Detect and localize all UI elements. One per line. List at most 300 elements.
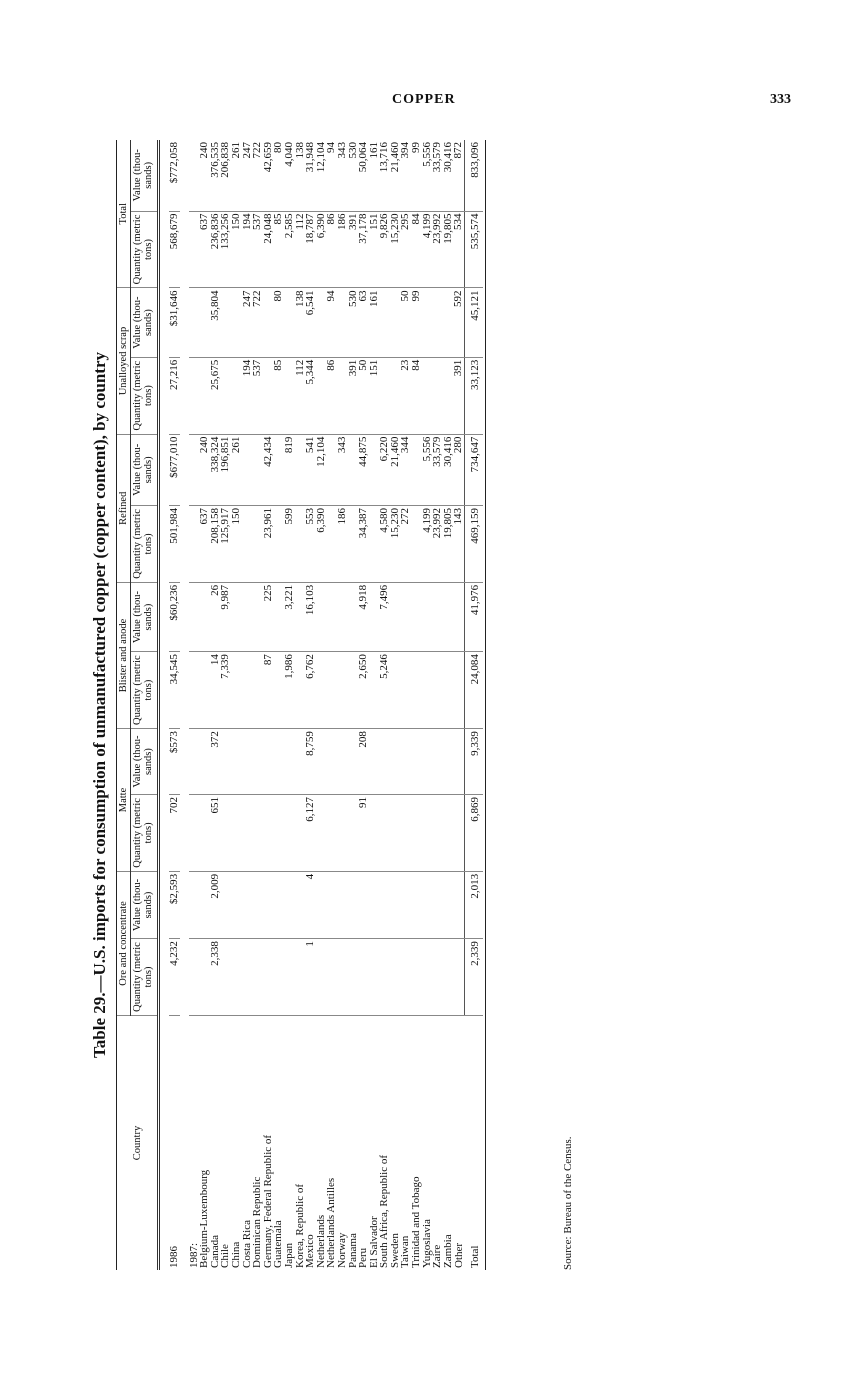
value-cell bbox=[273, 729, 284, 795]
running-header-title: COPPER bbox=[392, 92, 456, 107]
quantity-cell bbox=[316, 939, 327, 1016]
value-cell: 42,659 bbox=[263, 140, 274, 211]
quantity-cell bbox=[220, 794, 231, 871]
quantity-cell bbox=[231, 357, 242, 434]
value-cell: 6,220 bbox=[379, 434, 390, 505]
table-body bbox=[159, 140, 486, 1270]
quantity-cell bbox=[453, 939, 464, 1016]
quantity-cell: 1 bbox=[305, 939, 316, 1016]
value-cell: 240 bbox=[199, 140, 210, 211]
quantity-cell: 85 bbox=[273, 211, 284, 288]
quantity-cell: 84 bbox=[411, 357, 422, 434]
country-cell: Other bbox=[452, 1242, 465, 1268]
quantity-cell bbox=[326, 939, 337, 1016]
country-cell: Canada bbox=[208, 1235, 221, 1268]
quantity-cell: 391 bbox=[348, 357, 359, 434]
quantity-cell bbox=[231, 939, 242, 1016]
quantity-cell bbox=[316, 652, 327, 729]
quantity-cell: 6,390 bbox=[316, 505, 327, 582]
quantity-cell: 151 bbox=[369, 357, 380, 434]
value-cell: 26 bbox=[210, 582, 221, 651]
quantity-cell bbox=[411, 794, 422, 871]
value-cell: 530 bbox=[348, 288, 359, 357]
quantity-cell bbox=[422, 794, 433, 871]
value-cell: 833,096 bbox=[465, 140, 483, 211]
value-cell bbox=[316, 871, 327, 938]
value-cell bbox=[337, 729, 348, 795]
country-cell: Panama bbox=[346, 1233, 359, 1268]
year-row-1986 bbox=[169, 140, 180, 1270]
value-column-header: Value (thou- sands) bbox=[131, 582, 159, 651]
quantity-cell: 151 bbox=[369, 211, 380, 288]
value-column-header: Value (thou- sands) bbox=[131, 434, 159, 505]
quantity-cell: 4,199 bbox=[422, 211, 433, 288]
value-column-header: Value (thou- sands) bbox=[131, 729, 159, 795]
table-row bbox=[400, 140, 411, 1270]
value-cell bbox=[390, 582, 401, 651]
value-cell bbox=[432, 582, 443, 651]
country-cell: Mexico bbox=[304, 1234, 317, 1268]
country-cell: Korea, Republic of bbox=[293, 1184, 306, 1268]
value-cell bbox=[453, 729, 464, 795]
year-label-row-1987 bbox=[189, 140, 200, 1270]
value-cell: 13,716 bbox=[379, 140, 390, 211]
value-cell: 280 bbox=[453, 434, 464, 505]
value-cell bbox=[400, 871, 411, 938]
country-cell: Yugoslavia bbox=[420, 1219, 433, 1268]
value-cell: 80 bbox=[273, 140, 284, 211]
year-label: 1987: bbox=[187, 1242, 200, 1268]
value-cell bbox=[422, 288, 433, 357]
country-cell: South Africa, Republic of bbox=[378, 1154, 391, 1268]
group-header: Blister and anode bbox=[117, 582, 131, 728]
quantity-cell: 295 bbox=[400, 211, 411, 288]
country-cell: Trinidad and Tobago bbox=[410, 1176, 423, 1268]
value-cell: 225 bbox=[263, 582, 274, 651]
quantity-cell: 33,123 bbox=[465, 357, 483, 434]
value-cell bbox=[284, 871, 295, 938]
quantity-cell: 4,580 bbox=[379, 505, 390, 582]
value-cell: 161 bbox=[369, 288, 380, 357]
country-cell: Total bbox=[468, 1245, 481, 1268]
value-cell bbox=[443, 871, 454, 938]
quantity-cell: 702 bbox=[169, 794, 180, 871]
value-cell: 343 bbox=[337, 434, 348, 505]
value-cell: 394 bbox=[400, 140, 411, 211]
value-cell bbox=[326, 871, 337, 938]
quantity-cell bbox=[220, 357, 231, 434]
quantity-cell: 5,246 bbox=[379, 652, 390, 729]
quantity-column-header: Quantity (metric tons) bbox=[131, 794, 159, 871]
quantity-cell: 272 bbox=[400, 505, 411, 582]
value-cell: 4 bbox=[305, 871, 316, 938]
quantity-cell: 391 bbox=[348, 211, 359, 288]
quantity-cell: 19,805 bbox=[443, 211, 454, 288]
quantity-cell: 208,158 bbox=[210, 505, 221, 582]
table-row bbox=[337, 140, 348, 1270]
quantity-cell bbox=[390, 794, 401, 871]
country-cell: Guatemala bbox=[272, 1220, 285, 1268]
country-cell: Sweden bbox=[388, 1233, 401, 1268]
quantity-cell: 637 bbox=[199, 211, 210, 288]
value-cell bbox=[242, 729, 253, 795]
value-cell: $772,058 bbox=[169, 140, 180, 211]
value-cell: 33,579 bbox=[432, 434, 443, 505]
group-header-row bbox=[117, 140, 131, 1270]
quantity-cell: 87 bbox=[263, 652, 274, 729]
table-row bbox=[453, 140, 464, 1270]
quantity-cell bbox=[432, 357, 443, 434]
quantity-column-header: Quantity (metric tons) bbox=[131, 211, 159, 288]
value-cell bbox=[326, 729, 337, 795]
value-cell bbox=[326, 582, 337, 651]
value-cell bbox=[263, 871, 274, 938]
quantity-cell: 34,387 bbox=[358, 505, 369, 582]
quantity-cell: 6,762 bbox=[305, 652, 316, 729]
quantity-cell: 236,836 bbox=[210, 211, 221, 288]
quantity-cell bbox=[390, 939, 401, 1016]
quantity-cell: 23,992 bbox=[432, 211, 443, 288]
quantity-cell bbox=[390, 652, 401, 729]
value-cell bbox=[337, 871, 348, 938]
country-cell: Costa Rica bbox=[240, 1220, 253, 1268]
quantity-cell: 535,574 bbox=[465, 211, 483, 288]
value-cell bbox=[263, 729, 274, 795]
value-cell: 41,976 bbox=[465, 582, 483, 651]
quantity-cell: 91 bbox=[358, 794, 369, 871]
country-cell: 1986 bbox=[168, 1246, 180, 1268]
value-cell: 12,104 bbox=[316, 434, 327, 505]
quantity-cell: 19,805 bbox=[443, 505, 454, 582]
value-cell: 4,040 bbox=[284, 140, 295, 211]
value-cell bbox=[453, 582, 464, 651]
value-cell: $573 bbox=[169, 729, 180, 795]
country-cell: Japan bbox=[282, 1242, 295, 1268]
value-cell bbox=[411, 582, 422, 651]
value-cell: 872 bbox=[453, 140, 464, 211]
value-cell: 343 bbox=[337, 140, 348, 211]
value-cell bbox=[411, 729, 422, 795]
quantity-cell: 14 bbox=[210, 652, 221, 729]
quantity-cell bbox=[369, 794, 380, 871]
table-row bbox=[284, 140, 295, 1270]
quantity-cell: 50 bbox=[358, 357, 369, 434]
quantity-cell bbox=[411, 652, 422, 729]
value-cell: 372 bbox=[210, 729, 221, 795]
value-cell: 722 bbox=[252, 288, 263, 357]
quantity-cell: 2,585 bbox=[284, 211, 295, 288]
quantity-cell: 23,992 bbox=[432, 505, 443, 582]
country-column-header: Country bbox=[117, 1016, 159, 1271]
value-cell: $60,236 bbox=[169, 582, 180, 651]
quantity-cell: 537 bbox=[252, 357, 263, 434]
table-row bbox=[316, 140, 327, 1270]
quantity-cell: 6,390 bbox=[316, 211, 327, 288]
quantity-cell bbox=[284, 939, 295, 1016]
quantity-cell: 534 bbox=[453, 211, 464, 288]
table-row bbox=[422, 140, 433, 1270]
value-cell: $31,646 bbox=[169, 288, 180, 357]
table-title: Table 29.—U.S. imports for consumption of unmanufactured copper (copper content), by country bbox=[90, 352, 109, 1059]
quantity-cell bbox=[422, 357, 433, 434]
value-cell bbox=[422, 871, 433, 938]
quantity-cell bbox=[242, 652, 253, 729]
value-cell: 338,324 bbox=[210, 434, 221, 505]
value-cell: 206,838 bbox=[220, 140, 231, 211]
quantity-cell: 15,230 bbox=[390, 505, 401, 582]
value-cell bbox=[348, 871, 359, 938]
value-cell: $677,010 bbox=[169, 434, 180, 505]
value-cell bbox=[400, 729, 411, 795]
quantity-cell: 1,986 bbox=[284, 652, 295, 729]
quantity-cell bbox=[316, 794, 327, 871]
imports-table bbox=[116, 140, 486, 1270]
quantity-cell bbox=[220, 939, 231, 1016]
table-row bbox=[273, 140, 284, 1270]
value-cell bbox=[422, 582, 433, 651]
country-cell: Taiwan bbox=[399, 1235, 412, 1268]
quantity-cell: 24,084 bbox=[465, 652, 483, 729]
quantity-cell: 2,339 bbox=[465, 939, 483, 1016]
value-cell bbox=[231, 288, 242, 357]
value-cell bbox=[453, 871, 464, 938]
quantity-cell bbox=[242, 939, 253, 1016]
page-number: 333 bbox=[770, 92, 791, 107]
quantity-cell bbox=[422, 652, 433, 729]
table-bottom-rule bbox=[483, 140, 486, 1270]
quantity-cell: 37,178 bbox=[358, 211, 369, 288]
value-cell: 592 bbox=[453, 288, 464, 357]
value-cell bbox=[432, 288, 443, 357]
value-cell bbox=[379, 871, 390, 938]
value-cell bbox=[379, 288, 390, 357]
quantity-column-header: Quantity (metric tons) bbox=[131, 357, 159, 434]
country-cell: Belgium-Luxembourg bbox=[198, 1169, 211, 1268]
quantity-cell: 6,869 bbox=[465, 794, 483, 871]
value-cell bbox=[337, 582, 348, 651]
value-cell: 30,416 bbox=[443, 140, 454, 211]
quantity-cell: 86 bbox=[326, 211, 337, 288]
spacer-row bbox=[180, 140, 189, 1270]
value-cell: 6,541 bbox=[305, 288, 316, 357]
quantity-cell bbox=[284, 794, 295, 871]
table-row bbox=[390, 140, 401, 1270]
table-row bbox=[305, 140, 316, 1270]
value-cell: 138 bbox=[295, 140, 306, 211]
quantity-cell: 24,048 bbox=[263, 211, 274, 288]
value-cell: 31,948 bbox=[305, 140, 316, 211]
value-cell bbox=[231, 582, 242, 651]
value-cell: 819 bbox=[284, 434, 295, 505]
value-cell: 8,759 bbox=[305, 729, 316, 795]
table-row bbox=[369, 140, 380, 1270]
country-cell: China bbox=[229, 1241, 242, 1268]
table-row bbox=[379, 140, 390, 1270]
value-cell: 541 bbox=[305, 434, 316, 505]
quantity-cell: 186 bbox=[337, 505, 348, 582]
value-cell bbox=[316, 582, 327, 651]
quantity-cell bbox=[348, 939, 359, 1016]
quantity-cell bbox=[263, 939, 274, 1016]
value-cell bbox=[358, 871, 369, 938]
value-cell bbox=[432, 729, 443, 795]
value-column-header: Value (thou- sands) bbox=[131, 871, 159, 938]
quantity-cell: 112 bbox=[295, 211, 306, 288]
country-cell: Germany, Federal Republic of bbox=[261, 1134, 274, 1268]
quantity-cell: 143 bbox=[453, 505, 464, 582]
quantity-cell: 84 bbox=[411, 211, 422, 288]
value-cell bbox=[231, 871, 242, 938]
table-row bbox=[210, 140, 221, 1270]
value-cell bbox=[369, 871, 380, 938]
value-cell bbox=[231, 729, 242, 795]
value-cell bbox=[252, 729, 263, 795]
value-cell: 530 bbox=[348, 140, 359, 211]
value-cell: 50 bbox=[400, 288, 411, 357]
value-cell bbox=[422, 729, 433, 795]
table-row bbox=[252, 140, 263, 1270]
group-header: Ore and concentrate bbox=[117, 871, 131, 1015]
quantity-cell bbox=[252, 939, 263, 1016]
table-row bbox=[326, 140, 337, 1270]
value-cell: $2,593 bbox=[169, 871, 180, 938]
quantity-column-header: Quantity (metric tons) bbox=[131, 939, 159, 1016]
table-row bbox=[358, 140, 369, 1270]
quantity-cell: 469,159 bbox=[465, 505, 483, 582]
quantity-cell bbox=[326, 794, 337, 871]
value-cell: 9,987 bbox=[220, 582, 231, 651]
quantity-cell: 391 bbox=[453, 357, 464, 434]
quantity-cell: 27,216 bbox=[169, 357, 180, 434]
value-cell: 734,647 bbox=[465, 434, 483, 505]
quantity-cell: 186 bbox=[337, 211, 348, 288]
quantity-cell bbox=[252, 794, 263, 871]
value-cell: 5,556 bbox=[422, 434, 433, 505]
value-cell bbox=[443, 729, 454, 795]
value-cell: 240 bbox=[199, 434, 210, 505]
value-cell: 247 bbox=[242, 140, 253, 211]
value-cell: 161 bbox=[369, 140, 380, 211]
value-cell bbox=[252, 871, 263, 938]
value-cell bbox=[284, 288, 295, 357]
value-cell: 9,339 bbox=[465, 729, 483, 795]
value-cell bbox=[295, 871, 306, 938]
value-cell bbox=[273, 871, 284, 938]
value-cell: 5,556 bbox=[422, 140, 433, 211]
value-cell bbox=[400, 582, 411, 651]
table-row bbox=[220, 140, 231, 1270]
table-row bbox=[432, 140, 443, 1270]
value-cell: 21,460 bbox=[390, 140, 401, 211]
value-cell: 30,416 bbox=[443, 434, 454, 505]
quantity-cell: 23,961 bbox=[263, 505, 274, 582]
quantity-cell bbox=[326, 652, 337, 729]
value-cell bbox=[220, 288, 231, 357]
quantity-cell bbox=[443, 794, 454, 871]
value-cell bbox=[390, 871, 401, 938]
country-cell: El Salvador bbox=[367, 1216, 380, 1268]
value-cell: 99 bbox=[411, 140, 422, 211]
value-cell: 344 bbox=[400, 434, 411, 505]
quantity-cell: 9,826 bbox=[379, 211, 390, 288]
quantity-cell: 125,917 bbox=[220, 505, 231, 582]
value-column-header: Value (thou- sands) bbox=[131, 140, 159, 211]
value-cell: 94 bbox=[326, 140, 337, 211]
quantity-cell bbox=[453, 794, 464, 871]
country-cell: Netherlands Antilles bbox=[325, 1177, 338, 1268]
country-cell: Norway bbox=[335, 1232, 348, 1268]
group-header: Refined bbox=[117, 434, 131, 582]
quantity-cell bbox=[432, 939, 443, 1016]
value-cell: 7,496 bbox=[379, 582, 390, 651]
quantity-cell bbox=[443, 939, 454, 1016]
quantity-cell: 23 bbox=[400, 357, 411, 434]
value-cell bbox=[411, 871, 422, 938]
quantity-cell bbox=[379, 939, 390, 1016]
value-cell bbox=[242, 582, 253, 651]
quantity-cell bbox=[242, 794, 253, 871]
value-cell: 247 bbox=[242, 288, 253, 357]
quantity-column-header: Quantity (metric tons) bbox=[131, 652, 159, 729]
quantity-column-header: Quantity (metric tons) bbox=[131, 505, 159, 582]
table-row bbox=[263, 140, 274, 1270]
country-cell: Dominican Republic bbox=[251, 1176, 264, 1268]
value-cell: 63 bbox=[358, 288, 369, 357]
value-cell: 35,804 bbox=[210, 288, 221, 357]
value-cell: 50,064 bbox=[358, 140, 369, 211]
rotated-table-page bbox=[90, 140, 610, 1270]
quantity-cell: 637 bbox=[199, 505, 210, 582]
quantity-cell: 133,256 bbox=[220, 211, 231, 288]
quantity-cell bbox=[432, 652, 443, 729]
country-cell: Chile bbox=[219, 1244, 232, 1268]
value-cell: 12,104 bbox=[316, 140, 327, 211]
quantity-cell bbox=[379, 357, 390, 434]
quantity-cell: 6,127 bbox=[305, 794, 316, 871]
country-cell: Zambia bbox=[441, 1234, 454, 1268]
value-cell bbox=[432, 871, 443, 938]
quantity-cell: 25,675 bbox=[210, 357, 221, 434]
quantity-cell bbox=[411, 939, 422, 1016]
value-cell bbox=[390, 729, 401, 795]
quantity-cell bbox=[284, 357, 295, 434]
table-row bbox=[411, 140, 422, 1270]
quantity-cell: 85 bbox=[273, 357, 284, 434]
value-cell: 21,460 bbox=[390, 434, 401, 505]
quantity-cell: 599 bbox=[284, 505, 295, 582]
country-cell: Zaire bbox=[431, 1244, 444, 1268]
quantity-cell bbox=[263, 794, 274, 871]
quantity-cell bbox=[231, 652, 242, 729]
value-cell: 16,103 bbox=[305, 582, 316, 651]
value-cell: 261 bbox=[231, 140, 242, 211]
value-cell: 94 bbox=[326, 288, 337, 357]
value-cell bbox=[379, 729, 390, 795]
value-cell bbox=[316, 729, 327, 795]
value-cell: 722 bbox=[252, 140, 263, 211]
quantity-cell bbox=[400, 652, 411, 729]
value-cell: 2,009 bbox=[210, 871, 221, 938]
value-cell bbox=[284, 729, 295, 795]
total-row bbox=[465, 140, 483, 1270]
quantity-cell bbox=[231, 794, 242, 871]
quantity-cell bbox=[400, 794, 411, 871]
value-cell: 376,535 bbox=[210, 140, 221, 211]
group-header: Total bbox=[117, 140, 131, 288]
quantity-cell: 2,650 bbox=[358, 652, 369, 729]
value-cell: 208 bbox=[358, 729, 369, 795]
value-cell: 4,918 bbox=[358, 582, 369, 651]
